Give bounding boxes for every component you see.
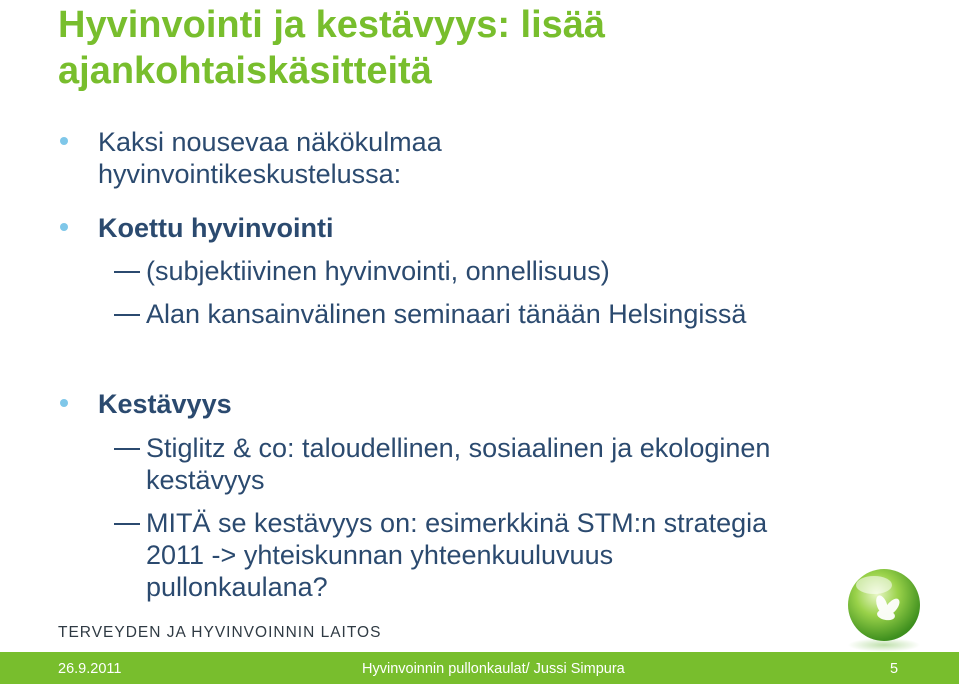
footer-presentation-title: Hyvinvoinnin pullonkaulat/ Jussi Simpura: [362, 661, 625, 677]
slide-title: [58, 2, 938, 94]
organization-name: TERVEYDEN JA HYVINVOINNIN LAITOS: [58, 624, 382, 641]
sub-item-stiglitz-line-1: Stiglitz & co: taloudellinen, sosiaalinen ja ekologinen: [146, 433, 771, 463]
bullet-experienced-wellbeing: [98, 212, 334, 244]
footer-date: 26.9.2011: [58, 661, 122, 677]
sub-item-subjective: [146, 255, 610, 287]
sub-item-seminar-text: Alan kansainvälinen seminaari tänään Helsingissä: [146, 299, 747, 329]
sub-item-mita-line-3: pullonkaulana?: [146, 572, 328, 602]
bullet-perspectives-line-2: hyvinvointikeskustelussa:: [98, 159, 402, 189]
sub-item-mita: [146, 507, 767, 603]
sub-item-seminar: [146, 298, 746, 330]
dash-marker-icon: [114, 448, 140, 450]
bullet-sustainability-text: Kestävyys: [98, 389, 232, 419]
dash-marker-icon: [114, 314, 140, 316]
sub-item-mita-line-2: 2011 -> yhteiskunnan yhteenkuuluvuus: [146, 540, 614, 570]
bullet-experienced-wellbeing-text: Koettu hyvinvointi: [98, 213, 334, 243]
sub-item-subjective-text: (subjektiivinen hyvinvointi, onnellisuus): [146, 256, 610, 286]
bullet-perspectives-line-1: Kaksi nousevaa näkökulmaa: [98, 127, 442, 157]
bullet-dot-icon: [60, 137, 68, 145]
bullet-sustainability: [98, 388, 232, 420]
slide-title-line-1: Hyvinvointi ja kestävyys: lisää: [58, 4, 606, 46]
bullet-dot-icon: [60, 223, 68, 231]
dash-marker-icon: [114, 271, 140, 273]
footer-page-number: 5: [890, 661, 899, 677]
dash-marker-icon: [114, 523, 140, 525]
sub-item-stiglitz: [146, 432, 770, 496]
footer-bar: [0, 652, 959, 684]
sub-item-mita-line-1: MITÄ se kestävyys on: esimerkkinä STM:n strategia: [146, 508, 768, 538]
bullet-dot-icon: [60, 399, 68, 407]
sub-item-stiglitz-line-2: kestävyys: [146, 465, 265, 495]
slide-title-line-2: ajankohtaiskäsitteitä: [58, 50, 432, 92]
bullet-perspectives: [98, 126, 442, 190]
green-orb-logo-icon: [832, 565, 930, 653]
